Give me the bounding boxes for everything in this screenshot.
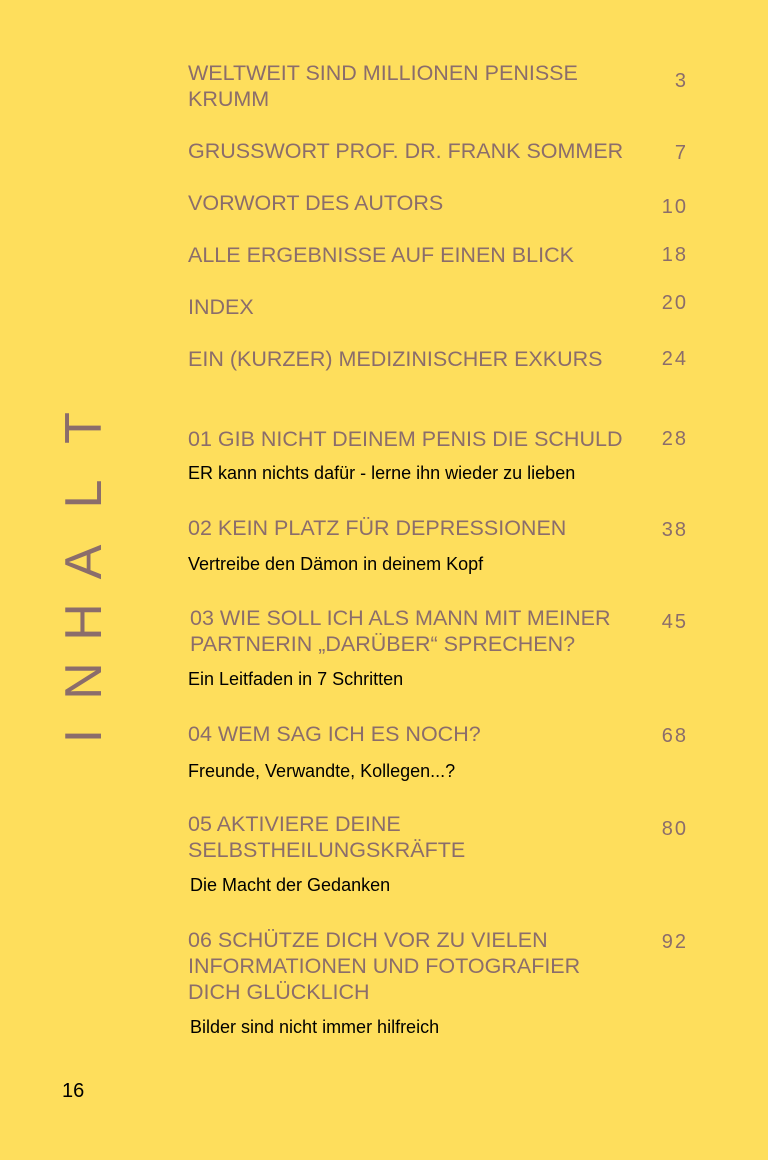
toc-entry-page: 3	[674, 70, 688, 92]
toc-entry-page: 92	[661, 931, 688, 953]
toc-entry-page: 10	[661, 196, 688, 218]
heading-letter: H	[55, 603, 113, 641]
toc-entry-title: 02 KEIN PLATZ FÜR DEPRESSIONEN	[188, 516, 567, 540]
toc-entry-page: 7	[674, 142, 688, 164]
toc-entry-subtitle: Bilder sind nicht immer hilfreich	[190, 1017, 440, 1037]
toc-heading-vertical	[54, 400, 114, 760]
toc-entry-page: 68	[661, 725, 688, 747]
toc-entry-title: 01 GIB NICHT DEINEM PENIS DIE SCHULD	[188, 427, 623, 451]
toc-entry-subtitle: Vertreibe den Dämon in deinem Kopf	[188, 554, 484, 574]
toc-entry-subtitle: ER kann nichts dafür - lerne ihn wieder zu lieben	[188, 463, 576, 483]
toc-entry-page: 20	[661, 292, 688, 314]
heading-letter: A	[55, 544, 113, 580]
toc-entry-title: EIN (KURZER) MEDIZINISCHER EXKURS	[188, 347, 603, 371]
toc-entry-title: ALLE ERGEBNISSE AUF EINEN BLICK	[188, 243, 574, 267]
toc-entry-title: 05 AKTIVIERE DEINE SELBSTHEILUNGSKRÄFTE	[188, 812, 466, 862]
heading-letter: L	[55, 479, 113, 509]
toc-entry-page: 80	[661, 818, 688, 840]
toc-entry-page: 45	[661, 611, 688, 633]
heading-letter: I	[55, 728, 113, 744]
toc-entry-subtitle: Freunde, Verwandte, Kollegen...?	[188, 761, 456, 781]
toc-entry-title: 04 WEM SAG ICH ES NOCH?	[188, 722, 481, 746]
toc-entry-page: 24	[661, 348, 688, 370]
toc-entry-page: 18	[661, 244, 688, 266]
toc-entry-title: WELTWEIT SIND MILLIONEN PENISSE KRUMM	[188, 61, 578, 111]
toc-entry-title: GRUSSWORT PROF. DR. FRANK SOMMER	[188, 139, 624, 163]
toc-entry-subtitle: Die Macht der Gedanken	[190, 875, 391, 895]
toc-entry-page: 28	[661, 428, 688, 450]
heading-letter: N	[55, 662, 113, 700]
page-number: 16	[62, 1080, 85, 1102]
toc-entry-title: 03 WIE SOLL ICH ALS MANN MIT MEINER PARTNERIN „DARÜBER“ SPRECHEN?	[190, 606, 611, 656]
toc-entry-title: INDEX	[188, 295, 254, 319]
toc-entry-title: 06 SCHÜTZE DICH VOR ZU VIELEN INFORMATIONEN UND FOTOGRAFIER DICH GLÜCKLICH	[188, 928, 581, 1004]
heading-letter: T	[55, 412, 113, 444]
toc-entry-subtitle: Ein Leitfaden in 7 Schritten	[188, 669, 404, 689]
toc-entry-page: 38	[661, 519, 688, 541]
toc-entry-title: VORWORT DES AUTORS	[188, 191, 444, 215]
